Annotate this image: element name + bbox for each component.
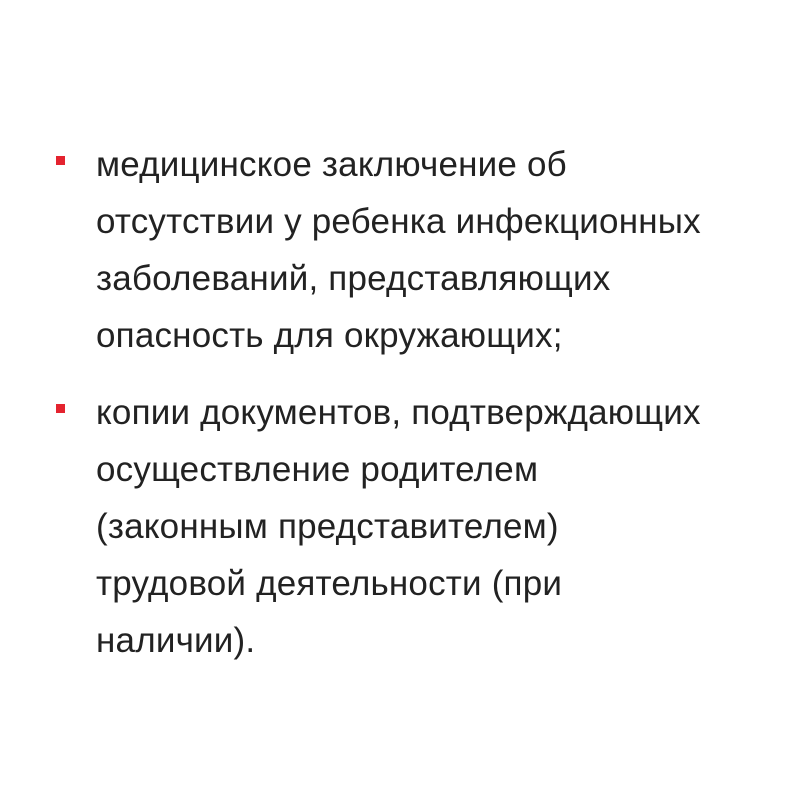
requirements-list	[52, 136, 782, 689]
list-item-text-line: копии документов, подтверждающих	[96, 393, 701, 432]
list-item	[52, 136, 782, 364]
list-item	[52, 384, 782, 669]
list-item-text-line: заболеваний, представляющих	[96, 259, 611, 298]
list-item-text-line: отсутствии у ребенка инфекционных	[96, 202, 701, 241]
list-item-text-line: (законным представителем)	[96, 507, 559, 546]
list-item-text-line: наличии).	[96, 621, 256, 660]
list-item-text-line: осуществление родителем	[96, 450, 539, 489]
list-item-text-line: медицинское заключение об	[96, 145, 567, 184]
red-square-bullet-icon	[56, 156, 65, 165]
list-item-text-line: опасность для окружающих;	[96, 316, 563, 355]
red-square-bullet-icon	[56, 404, 65, 413]
list-item-text-line: трудовой деятельности (при	[96, 564, 563, 603]
